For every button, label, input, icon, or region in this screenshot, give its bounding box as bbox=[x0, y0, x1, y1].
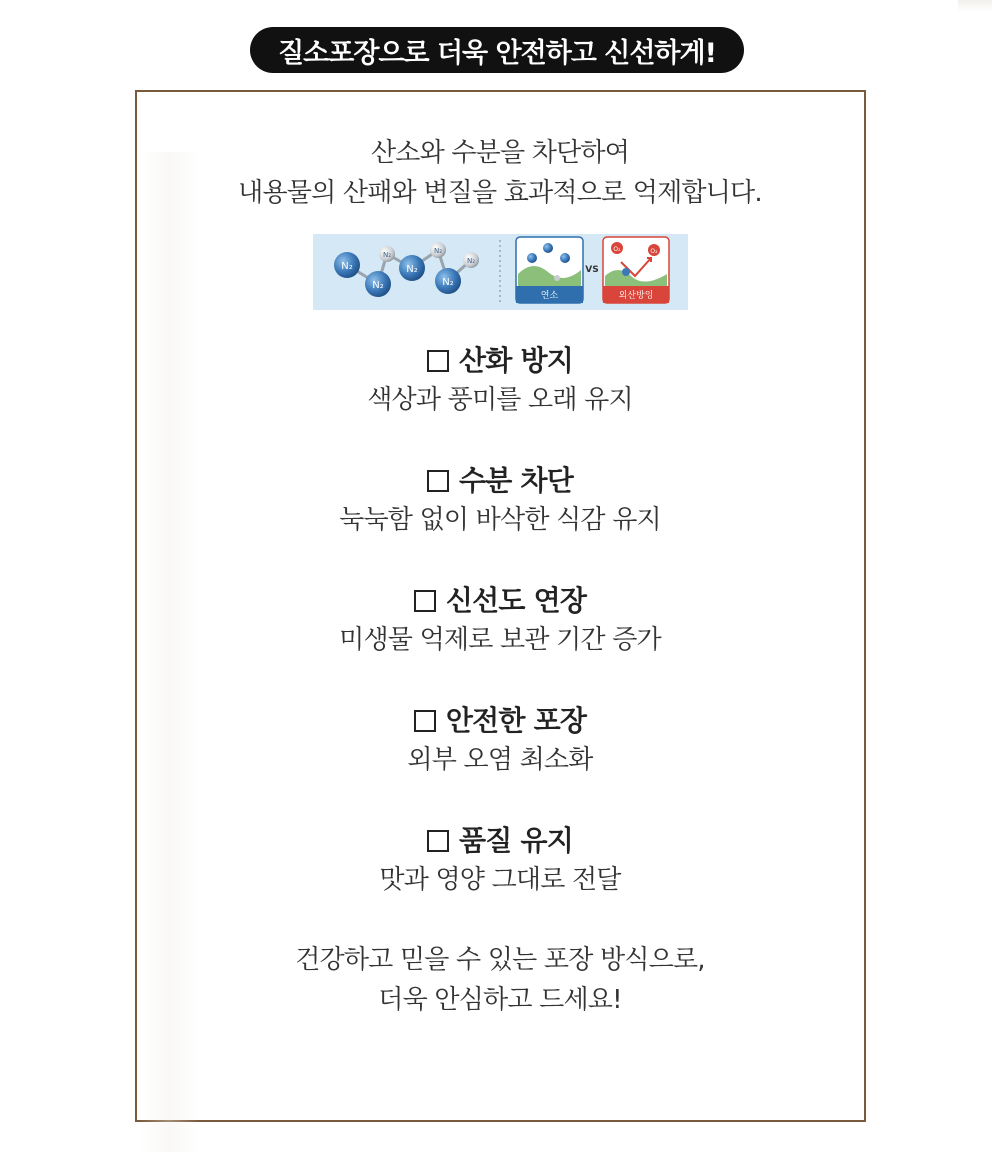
intro-text bbox=[0, 133, 1000, 213]
svg-text:N₂: N₂ bbox=[341, 261, 353, 272]
feature-freshness bbox=[0, 582, 1000, 660]
svg-text:N₂: N₂ bbox=[406, 264, 418, 275]
intro-line-1: 산소와 수분을 차단하여 bbox=[370, 138, 630, 168]
intro-line-2: 내용물의 산패와 변질을 효과적으로 억제합니다. bbox=[238, 178, 762, 208]
feature-desc: 외부 오염 최소화 bbox=[407, 745, 593, 775]
feature-desc: 맛과 영양 그대로 전달 bbox=[379, 865, 621, 895]
o2-label-right: O₂ bbox=[650, 248, 658, 255]
feature-title-row bbox=[0, 342, 1000, 380]
nitrogen-illustration bbox=[313, 234, 688, 310]
molecule-n2-atom-1 bbox=[334, 252, 360, 278]
header-banner-text: 질소포장으로 더욱 안전하고 신선하게! bbox=[278, 37, 716, 69]
feature-title: 안전한 포장 bbox=[445, 704, 587, 737]
molecule-n2-atom-small-1 bbox=[379, 246, 395, 262]
feature-title-row bbox=[0, 822, 1000, 860]
feature-title: 품질 유지 bbox=[459, 824, 573, 857]
left-panel bbox=[516, 237, 583, 303]
checkbox-icon bbox=[427, 830, 449, 852]
closing-text bbox=[0, 940, 1000, 1020]
feature-moisture bbox=[0, 462, 1000, 540]
molecule-n2-atom-4 bbox=[435, 268, 461, 294]
molecule-n2-atom-small-3 bbox=[463, 252, 479, 268]
checkbox-icon bbox=[414, 590, 436, 612]
feature-title-row bbox=[0, 462, 1000, 500]
feature-title-row bbox=[0, 702, 1000, 740]
feature-safe-packaging bbox=[0, 702, 1000, 780]
vs-label: VS bbox=[585, 265, 599, 275]
closing-line-2: 더욱 안심하고 드세요! bbox=[378, 985, 622, 1015]
molecule-n2-atom-small-2 bbox=[430, 242, 446, 258]
left-panel-label: 연소 bbox=[540, 291, 559, 301]
svg-text:N₂: N₂ bbox=[382, 251, 392, 259]
feature-oxidation bbox=[0, 342, 1000, 420]
molecule-n2-atom-3 bbox=[399, 255, 425, 281]
svg-text:N₂: N₂ bbox=[433, 247, 443, 255]
checkbox-icon bbox=[427, 470, 449, 492]
right-panel-label: 외산방잉 bbox=[618, 291, 654, 301]
header-banner bbox=[250, 27, 744, 73]
feature-desc: 미생물 억제로 보관 기간 증가 bbox=[339, 625, 661, 655]
nitrogen-illustration-svg bbox=[313, 234, 688, 310]
o2-label-left: O₂ bbox=[613, 246, 621, 253]
feature-desc: 눅눅함 없이 바삭한 식감 유지 bbox=[339, 505, 661, 535]
feature-title: 산화 방지 bbox=[459, 344, 573, 377]
closing-line-1: 건강하고 믿을 수 있는 포장 방식으로, bbox=[295, 945, 705, 975]
right-panel bbox=[603, 237, 669, 303]
feature-title-row bbox=[0, 582, 1000, 620]
feature-quality bbox=[0, 822, 1000, 900]
checkbox-icon bbox=[414, 710, 436, 732]
checkbox-icon bbox=[427, 350, 449, 372]
svg-text:N₂: N₂ bbox=[442, 277, 454, 288]
feature-title: 신선도 연장 bbox=[445, 584, 587, 617]
feature-title: 수분 차단 bbox=[459, 464, 573, 497]
svg-text:N₂: N₂ bbox=[372, 280, 384, 291]
svg-text:N₂: N₂ bbox=[466, 257, 476, 265]
corner-decoration bbox=[958, 0, 992, 12]
molecule-n2-atom-2 bbox=[365, 271, 391, 297]
feature-desc: 색상과 풍미를 오래 유지 bbox=[367, 385, 633, 415]
